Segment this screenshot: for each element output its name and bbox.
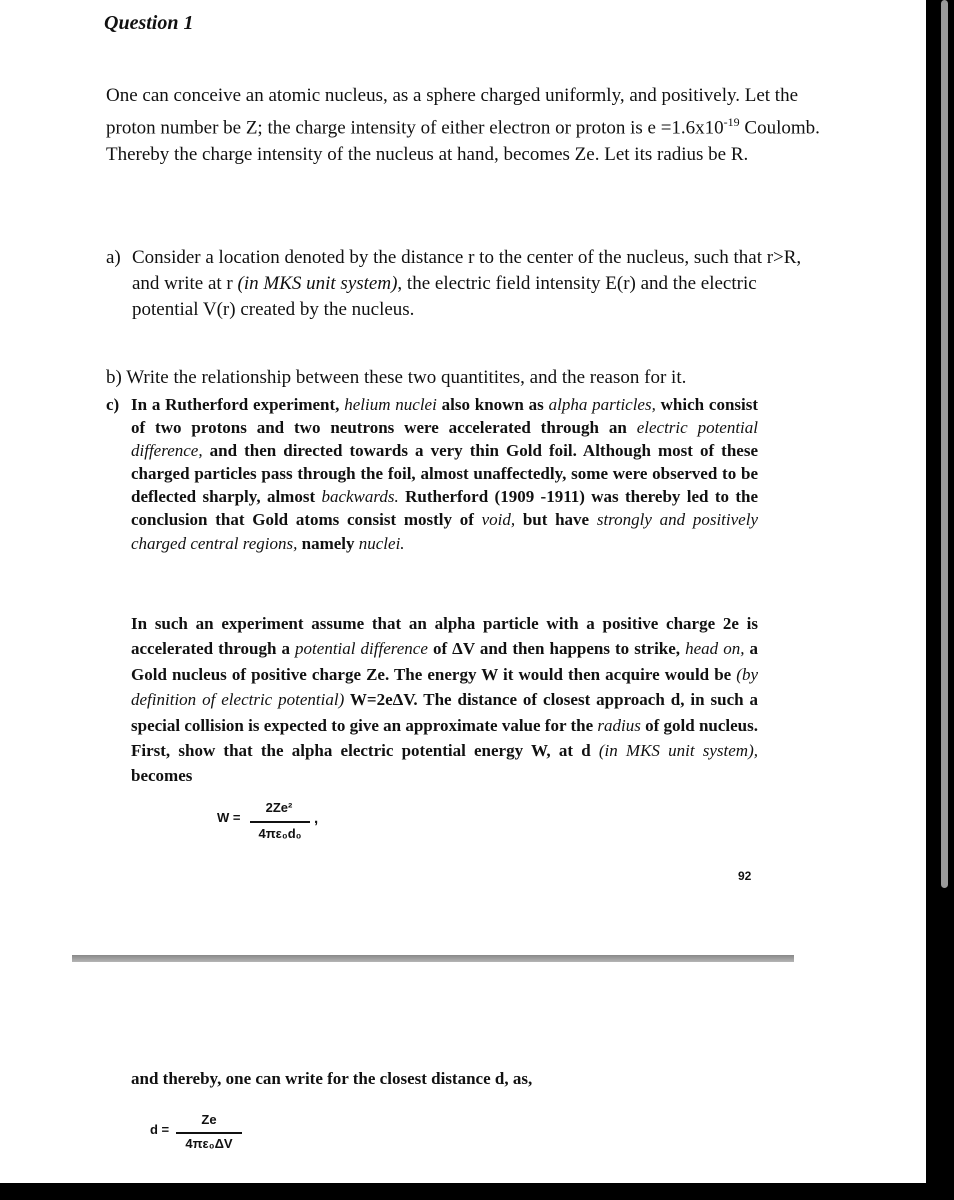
c-s3: which consist of two protons and two neutrons were accelerated through an: [131, 395, 759, 438]
c-i1: helium nuclei: [344, 395, 437, 414]
equation-d: [150, 1112, 260, 1162]
c-s4: and then directed towards a very thin Gold foil. Although most of these charged particles pass through the foil, almost unaffectedly, some were observed to be deflected sharply, almost: [131, 441, 758, 507]
p2-s4: W=2eΔV. The distance of closest approach d, in such a special collision is expected to give an approximate value for the: [131, 690, 758, 735]
p2-s5: of gold nucleus. First, show that the alpha electric potential energy W, at d: [131, 715, 758, 761]
c-i4: backwards.: [321, 487, 399, 507]
c-i5: void,: [481, 510, 516, 530]
c-s7: namely: [297, 533, 359, 553]
c-i7: nuclei.: [358, 533, 405, 553]
c-i3: electric potential difference,: [131, 418, 759, 461]
equation-w: [217, 800, 327, 850]
eq-w-lhs: W =: [217, 810, 241, 825]
part-c-label: c): [106, 395, 120, 414]
eq-d-fraction-bar: [176, 1132, 242, 1134]
p2-s2: of ΔV and then happens to strike,: [427, 639, 686, 659]
part-a: [106, 245, 816, 323]
part-a-text-1: Consider a location denoted by the distance r to the center of the nucleus, such that r>R, and write at r: [132, 247, 802, 294]
part-a-text: [132, 245, 816, 323]
eq-d-denominator: 4πε₀ΔV: [185, 1136, 233, 1151]
c-s1: In a Rutherford experiment,: [131, 395, 345, 414]
part-c-text: [131, 393, 758, 555]
intro-exponent: -19: [723, 115, 740, 129]
page-divider: [72, 955, 794, 962]
c-i2: alpha particles,: [548, 395, 656, 414]
c-i6: strongly and positively charged central regions,: [131, 510, 758, 553]
c-s6: but have: [515, 510, 597, 530]
part-b-text: Write the relationship between these two quantitites, and the reason for it.: [126, 367, 687, 388]
intro-tail: Coulomb. Thereby the charge intensity of the nucleus at hand, becomes Ze. Let its radius be R.: [106, 117, 820, 166]
part-a-label: a): [106, 247, 121, 268]
p2-i5: (in MKS unit system),: [598, 741, 758, 761]
eq-w-numerator: 2Ze²: [265, 800, 293, 815]
page-number: 92: [738, 869, 752, 883]
p2-s6: becomes: [131, 766, 193, 786]
intro-text: One can conceive an atomic nucleus, as a sphere charged uniformly, and positively. Let the proton number be Z; the charge intensity of either electron or proton is e =1.6x10: [106, 85, 799, 139]
c-s5: Rutherford (1909 -1911) was thereby led to the conclusion that Gold atoms consist mostly of: [131, 487, 759, 530]
part-a-italic-1: (in MKS unit system): [237, 273, 398, 294]
p2-s1: In such an experiment assume that an alpha particle with a positive charge 2e is accelerated through a: [131, 614, 758, 659]
p2-i3: (by definition of electric potential): [131, 664, 758, 710]
p2-s3: a Gold nucleus of positive charge Ze. The energy W it would then acquire would be: [131, 639, 759, 684]
eq-d-numerator: Ze: [201, 1112, 217, 1127]
eq-w-comma: ,: [314, 810, 319, 827]
part-c: [106, 393, 758, 555]
scrollbar[interactable]: [941, 0, 948, 888]
experiment-paragraph: [131, 611, 758, 789]
part-b: [106, 365, 816, 391]
eq-w-fraction-bar: [250, 821, 310, 823]
part-a-text-2: , the electric field intensity E(r) and the electric potential V(r) created by the nucleus.: [132, 273, 757, 320]
part-b-label: b): [106, 367, 122, 388]
question-title: Question 1: [104, 12, 194, 34]
p2-i1: potential difference: [295, 639, 428, 659]
closest-distance-paragraph: and thereby, one can write for the closest distance d, as,: [131, 1069, 533, 1088]
p2-i2: head on,: [685, 639, 745, 659]
eq-d-lhs: d =: [150, 1122, 170, 1137]
eq-w-denominator: 4πε₀d₀: [258, 826, 302, 841]
intro-paragraph: [106, 82, 826, 168]
c-s2: also known as: [436, 395, 549, 414]
p2-i4: radius: [597, 715, 641, 735]
